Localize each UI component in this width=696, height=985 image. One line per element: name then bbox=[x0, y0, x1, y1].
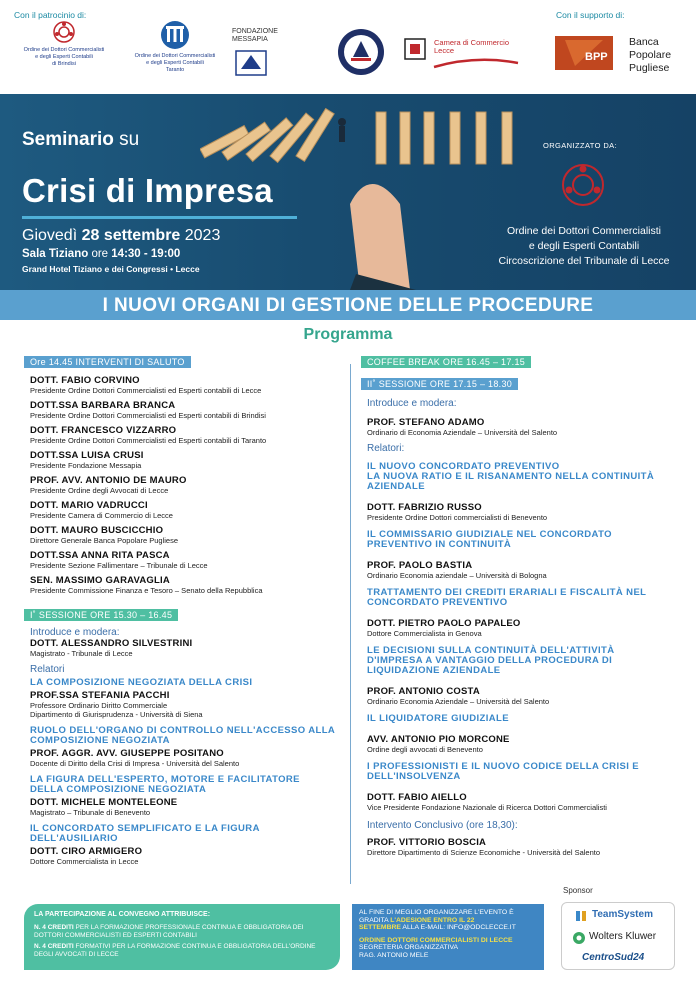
credits-heading: LA PARTECIPAZIONE AL CONVEGNO ATTRIBUISCE: bbox=[34, 911, 211, 918]
talk-entry bbox=[30, 726, 344, 768]
speaker-name: DOTT. FABRIZIO RUSSO bbox=[367, 502, 482, 513]
greetings-chip: Ore 14.45 INTERVENTI DI SALUTO bbox=[24, 356, 191, 368]
logo-line: di Brindisi bbox=[52, 61, 76, 67]
registration-deadline: L'ADESIONE ENTRO IL 22 bbox=[390, 916, 475, 924]
speaker-entry bbox=[30, 550, 344, 575]
hero-kicker-bold: Seminario bbox=[22, 129, 114, 150]
talk-title: IL NUOVO CONCORDATO PREVENTIVO LA NUOVA RATIO E IL RISANAMENTO NELLA CONTINUITÀ AZIENDALE bbox=[367, 461, 655, 492]
speaker-role: Presidente Ordine Dottori Commercialisti ed Esperti contabili di Taranto bbox=[30, 436, 267, 445]
talk-entry bbox=[367, 462, 681, 522]
moderator-entry bbox=[367, 417, 681, 441]
bpp-name bbox=[629, 36, 671, 75]
session-1-content bbox=[30, 627, 344, 866]
odcec-lecce-emblem-icon bbox=[560, 162, 606, 208]
column-divider bbox=[350, 364, 351, 884]
bpp-logo bbox=[555, 36, 613, 70]
registration-line bbox=[359, 924, 537, 932]
support-caption: Con il supporto di: bbox=[556, 10, 625, 20]
patronage-caption: Con il patrocinio di: bbox=[14, 10, 87, 20]
session-2-chip: II˚ SESSIONE ORE 17.15 – 18.30 bbox=[361, 378, 518, 390]
talk-title: RUOLO DELL'ORGANO DI CONTROLLO NELL'ACCESSO ALLA COMPOSIZIONE NEGOZIATA bbox=[30, 725, 336, 746]
talk-entry bbox=[367, 762, 681, 812]
talk-entry bbox=[367, 714, 681, 754]
title-underline bbox=[22, 216, 297, 219]
speaker-name: PROF. VITTORIO BOSCIA bbox=[367, 837, 487, 848]
speaker-role: Presidente Ordine Dottori commercialisti di Benevento bbox=[367, 513, 548, 522]
speaker-role: Vice Presidente Fondazione Nazionale di Ricerca Dottori Commercialisti bbox=[367, 803, 607, 812]
logo-odcec-brindisi bbox=[12, 20, 116, 68]
sponsor-label: Sponsor bbox=[563, 886, 593, 895]
speaker-role: Dottore Commercialista in Lecce bbox=[30, 857, 139, 866]
organizer-line: Circoscrizione del Tribunale di Lecce bbox=[498, 255, 670, 267]
hall-time: 14:30 - 19:00 bbox=[111, 248, 181, 260]
registration-box bbox=[352, 904, 544, 970]
registration-line bbox=[359, 917, 537, 925]
footer bbox=[0, 886, 696, 985]
logo-line: FONDAZIONE bbox=[232, 28, 278, 35]
closing-entry bbox=[367, 837, 681, 857]
logo-line: Camera di Commercio bbox=[434, 38, 510, 47]
speaker-name: DOTT.SSA BARBARA BRANCA bbox=[30, 400, 176, 411]
hero-kicker bbox=[22, 129, 139, 151]
speaker-entry bbox=[30, 475, 344, 500]
hall-ore: ore bbox=[88, 248, 112, 260]
speaker-name: PROF.SSA STEFANIA PACCHI bbox=[30, 690, 170, 701]
talk-title: IL CONCORDATO SEMPLIFICATO E LA FIGURA DELL'AUSILIARIO bbox=[30, 823, 260, 844]
logo-line: Ordine dei Dottori Commercialisti bbox=[23, 47, 105, 53]
moderator-entry bbox=[30, 638, 344, 662]
registration-secretariat: SEGRETERIA ORGANIZZATIVA bbox=[359, 944, 459, 952]
bpp-line: Pugliese bbox=[629, 62, 670, 74]
speaker-entry bbox=[30, 450, 344, 475]
talk-title: IL COMMISSARIO GIUDIZIALE NEL CONCORDATO PREVENTIVO IN CONTINUITÀ bbox=[367, 529, 612, 550]
talk-title: LA FIGURA DELL'ESPERTO, MOTORE E FACILITATORE DELLA COMPOSIZIONE NEGOZIATA bbox=[30, 774, 300, 795]
logo-line: Lecce bbox=[434, 46, 455, 55]
speaker-role: Presidente Ordine degli Avvocati di Lecce bbox=[30, 486, 169, 495]
event-hall-time bbox=[22, 248, 180, 260]
program-section bbox=[0, 320, 696, 898]
date-year: 2023 bbox=[180, 227, 221, 244]
coffee-break-chip: COFFEE BREAK ORE 16.45 – 17.15 bbox=[361, 356, 531, 368]
date-prefix: Giovedì bbox=[22, 227, 82, 244]
speaker-role: Magistrato – Tribunale di Benevento bbox=[30, 808, 151, 817]
speaker-role: Ordinario Economia aziendale – Università di Bologna bbox=[367, 571, 547, 580]
topic-banner-text: I NUOVI ORGANI DI GESTIONE DELLE PROCEDURE bbox=[102, 295, 594, 316]
speaker-role: Direttore Generale Banca Popolare Pugliese bbox=[30, 536, 179, 545]
moderator-name: PROF. STEFANO ADAMO bbox=[367, 417, 485, 428]
speaker-name: PROF. PAOLO BASTIA bbox=[367, 560, 473, 571]
talk-entry bbox=[30, 678, 344, 719]
credits-text: PER LA FORMAZIONE PROFESSIONALE CONTINUA E OBBLIGATORIA DEI DOTTORI COMMERCIALISTI ED ESPERTI CONTABILI bbox=[34, 924, 304, 939]
talk-entry bbox=[30, 775, 344, 817]
intro-label: Introduce e modera: bbox=[367, 398, 457, 409]
registration-contact: RAG. ANTONIO MELE bbox=[359, 951, 429, 959]
speaker-name: DOTT.SSA LUISA CRUSI bbox=[30, 450, 144, 461]
speaker-entry bbox=[30, 525, 344, 550]
registration-email: ALLA E-MAIL: INFO@ODCLECCE.IT bbox=[400, 924, 516, 932]
speaker-entry bbox=[30, 400, 344, 425]
organizer-name bbox=[484, 224, 684, 269]
speaker-entry bbox=[30, 500, 344, 525]
speaker-name: PROF. AVV. ANTONIO DE MAURO bbox=[30, 475, 187, 486]
hall-name: Sala Tiziano bbox=[22, 248, 89, 260]
speaker-entry bbox=[30, 425, 344, 450]
bpp-mark-text: BPP bbox=[585, 51, 608, 63]
organizer-line: Ordine dei Dottori Commercialisti bbox=[506, 225, 662, 237]
sponsor-centrosud24: CentroSud24 bbox=[582, 952, 645, 963]
hero-banner bbox=[0, 94, 696, 290]
logo-ordine-avvocati-lecce bbox=[333, 27, 389, 80]
registration-text: GRADITA bbox=[359, 916, 391, 924]
speaker-name: DOTT. MICHELE MONTELEONE bbox=[30, 797, 178, 808]
program-right-column bbox=[361, 352, 681, 857]
speaker-role: Presidente Fondazione Messapia bbox=[30, 461, 142, 470]
credits-item bbox=[34, 943, 330, 958]
credits-box bbox=[24, 904, 340, 970]
talk-title: LA COMPOSIZIONE NEGOZIATA DELLA CRISI bbox=[30, 677, 253, 688]
session-2-content bbox=[367, 398, 681, 857]
speaker-role: Professore Ordinario Diritto Commerciale Dipartimento di Giurisprudenza - Università di Siena bbox=[30, 701, 203, 719]
wolters-kluwer-icon bbox=[572, 931, 586, 945]
bpp-line: Popolare bbox=[629, 49, 672, 61]
logo-line: Ordine dei Dottori Commercialisti bbox=[134, 53, 216, 59]
speaker-name: DOTT. FABIO AIELLO bbox=[367, 792, 467, 803]
organized-by-label: ORGANIZZATO DA: bbox=[543, 141, 618, 150]
event-venue: Grand Hotel Tiziano e dei Congressi • Lecce bbox=[22, 264, 200, 274]
speaker-name: DOTT. MARIO VADRUCCI bbox=[30, 500, 148, 511]
intro-label: Introduce e modera: bbox=[30, 627, 120, 638]
speaker-role: Presidente Ordine Dottori Commercialisti ed Esperti contabili di Brindisi bbox=[30, 411, 266, 420]
speaker-name: DOTT. CIRO ARMIGERO bbox=[30, 846, 143, 857]
ordine-avvocati-lecce-seal-icon bbox=[336, 27, 386, 77]
organizer-line: e degli Esperti Contabili bbox=[528, 240, 640, 252]
talk-title: IL LIQUIDATORE GIUDIZIALE bbox=[367, 713, 509, 724]
speaker-role: Presidente Ordine Dottori Commercialisti ed Esperti contabili di Lecce bbox=[30, 386, 262, 395]
speaker-role: Ordinario Economia Aziendale – Università del Salento bbox=[367, 697, 550, 706]
speaker-name: DOTT. FABIO CORVINO bbox=[30, 375, 140, 386]
relatori-label: Relatori bbox=[30, 664, 65, 675]
fondazione-messapia-logo-icon bbox=[232, 47, 270, 77]
moderator-role: Ordinario di Economia Aziendale – Università del Salento bbox=[367, 428, 558, 437]
relatori-label: Relatori: bbox=[367, 443, 405, 454]
registration-org: ORDINE DOTTORI COMMERCIALISTI DI LECCE bbox=[359, 936, 513, 944]
credits-count: N. 4 CREDITI bbox=[34, 943, 74, 950]
speaker-name: SEN. MASSIMO GARAVAGLIA bbox=[30, 575, 170, 586]
patronage-strip bbox=[0, 0, 696, 92]
logo-line: e degli Esperti Contabili bbox=[146, 60, 204, 66]
registration-deadline-month: SETTEMBRE bbox=[359, 924, 401, 932]
session-1-chip: I˚ SESSIONE ORE 15.30 – 16.45 bbox=[24, 609, 178, 621]
speaker-entry bbox=[30, 375, 344, 400]
event-title: Crisi di Impresa bbox=[22, 172, 273, 209]
speaker-role: Direttore Dipartimento di Scienze Economiche - Università del Salento bbox=[367, 848, 601, 857]
logo-line: e degli Esperti Contabili bbox=[35, 54, 93, 60]
logo-fondazione-messapia bbox=[232, 28, 292, 80]
speaker-name: DOTT. MAURO BUSCICCHIO bbox=[30, 525, 164, 536]
program-title: Programma bbox=[303, 326, 393, 343]
moderator-name: DOTT. ALESSANDRO SILVESTRINI bbox=[30, 638, 193, 649]
bpp-line: Banca bbox=[629, 36, 659, 48]
moderator-role: Magistrato - Tribunale di Lecce bbox=[30, 649, 133, 658]
talk-entry bbox=[367, 530, 681, 580]
topic-banner bbox=[0, 290, 696, 320]
hero-kicker-rest: su bbox=[113, 129, 140, 150]
logo-line: Taranto bbox=[165, 67, 185, 73]
talk-title: I PROFESSIONISTI E IL NUOVO CODICE DELLA CRISI E DELL'INSOLVENZA bbox=[367, 761, 640, 782]
talk-entry bbox=[367, 646, 681, 706]
camera-commercio-emblem-icon bbox=[404, 38, 426, 60]
sponsor-box bbox=[561, 902, 675, 970]
teamsystem-icon bbox=[574, 909, 588, 923]
talk-entry bbox=[30, 824, 344, 866]
credits-text: FORMATIVI PER LA FORMAZIONE CONTINUA E OBBLIGATORIA DELL'ORDINE DEGLI AVVOCATI DI LECCE bbox=[34, 943, 316, 958]
sponsor-teamsystem: TeamSystem bbox=[592, 909, 653, 920]
credits-count: N. 4 CREDITI bbox=[34, 924, 74, 931]
speaker-role: Presidente Sezione Fallimentare – Tribunale di Lecce bbox=[30, 561, 208, 570]
greetings-list bbox=[30, 375, 344, 599]
program-left-column bbox=[24, 352, 344, 866]
speaker-name: DOTT. PIETRO PAOLO PAPALEO bbox=[367, 618, 521, 629]
talk-entry bbox=[367, 588, 681, 638]
speaker-name: PROF. AGGR. AVV. GIUSEPPE POSITANO bbox=[30, 748, 224, 759]
speaker-role: Dottore Commercialista in Genova bbox=[367, 629, 482, 638]
closing-label: Intervento Conclusivo (ore 18,30): bbox=[367, 820, 518, 831]
logo-line: MESSAPIA bbox=[232, 36, 268, 43]
date-bold: 28 settembre bbox=[81, 227, 181, 244]
speaker-name: PROF. ANTONIO COSTA bbox=[367, 686, 480, 697]
speaker-name: DOTT.SSA ANNA RITA PASCA bbox=[30, 550, 170, 561]
speaker-role: Presidente Camera di Commercio di Lecce bbox=[30, 511, 173, 520]
odcec-brindisi-emblem-icon bbox=[52, 20, 76, 44]
sponsor-wolters-kluwer: Wolters Kluwer bbox=[589, 931, 657, 942]
talk-title: LE DECISIONI SULLA CONTINUITÀ DELL'ATTIVITÀ D'IMPRESA A VANTAGGIO DELLA PROCEDURA DI LIQUIDAZIONE AZIENDALE bbox=[367, 645, 615, 676]
speaker-name: DOTT. FRANCESCO VIZZARRO bbox=[30, 425, 177, 436]
speaker-role: Docente di Diritto della Crisi di Impresa - Università del Salento bbox=[30, 759, 240, 768]
speaker-role: Presidente Commissione Finanza e Tesoro – Senato della Repubblica bbox=[30, 586, 263, 595]
logo-odcec-taranto bbox=[124, 20, 226, 74]
talk-title: TRATTAMENTO DEI CREDITI ERARIALI E FISCALITÀ NEL CONCORDATO PREVENTIVO bbox=[367, 587, 647, 608]
camera-commercio-swoosh-icon bbox=[432, 55, 520, 71]
registration-line: AL FINE DI MEGLIO ORGANIZZARE L'EVENTO È bbox=[359, 909, 514, 916]
odcec-taranto-emblem-icon bbox=[159, 20, 191, 50]
speaker-role: Ordine degli avvocati di Benevento bbox=[367, 745, 483, 754]
speaker-entry bbox=[30, 575, 344, 599]
speaker-name: AVV. ANTONIO PIO MORCONE bbox=[367, 734, 510, 745]
event-date bbox=[22, 227, 220, 245]
credits-item bbox=[34, 924, 330, 939]
